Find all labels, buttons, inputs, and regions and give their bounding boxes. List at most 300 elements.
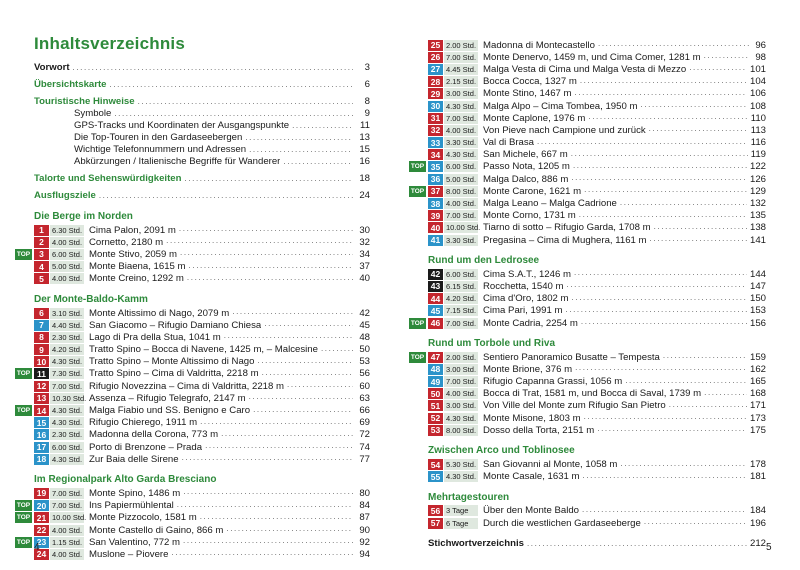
tour-row[interactable]	[428, 112, 766, 124]
tour-page: 32	[359, 236, 370, 248]
tour-page: 135	[749, 210, 766, 222]
tour-duration: 3.10 Std.	[52, 308, 83, 318]
leader-dots	[597, 424, 747, 436]
tour-page: 181	[749, 471, 766, 483]
index-page: 212	[749, 538, 766, 550]
tour-number: 1	[34, 225, 49, 236]
leader-dots	[114, 108, 353, 120]
toc-page: 15	[359, 144, 370, 155]
tour-row[interactable]	[428, 517, 766, 529]
tour-row[interactable]	[34, 319, 370, 331]
tour-page: 173	[749, 412, 766, 424]
tour-name: Rifugio Chierego, 1911 m	[89, 417, 198, 429]
leader-dots	[663, 351, 747, 363]
leader-dots	[571, 149, 748, 161]
tour-row[interactable]	[428, 376, 766, 388]
tour-name: Monte Denervo, 1459 m, und Cima Comer, 1281 m	[483, 51, 701, 63]
tour-number: 18	[34, 454, 49, 465]
tour-name: Cima S.A.T., 1246 m	[483, 268, 571, 280]
toc-entry[interactable]	[34, 79, 370, 91]
leader-dots	[287, 380, 353, 392]
toc-label: Symbole	[74, 108, 112, 119]
tour-duration: 4.00 Std.	[446, 389, 477, 399]
tour-number: 20	[34, 500, 49, 511]
section-heading: Zwischen Arco und Toblinosee	[428, 445, 575, 457]
tour-row[interactable]	[16, 368, 370, 380]
tour-row[interactable]	[410, 351, 766, 363]
tour-page: 147	[749, 280, 766, 292]
tour-page: 175	[749, 424, 766, 436]
tour-row[interactable]	[428, 458, 766, 470]
leader-dots	[620, 198, 747, 210]
tour-name: Lago di Pra della Stua, 1041 m	[89, 331, 221, 343]
tour-page: 63	[359, 392, 370, 404]
tour-duration: 4.30 Std.	[446, 101, 477, 111]
toc-entry[interactable]	[34, 132, 370, 144]
tour-name: Cornetto, 2180 m	[89, 236, 164, 248]
tour-row[interactable]	[428, 124, 766, 136]
tour-row[interactable]	[34, 380, 370, 392]
tour-number: 52	[428, 413, 443, 424]
page-number-left: 4	[34, 542, 40, 553]
tour-number: 53	[428, 425, 443, 436]
tour-row[interactable]	[428, 51, 766, 63]
tour-duration: 8.00 Std.	[446, 186, 477, 196]
tour-name: Monte Carone, 1621 m	[483, 185, 582, 197]
tour-number: 48	[428, 364, 443, 375]
tour-name: San Valentino, 772 m	[89, 536, 181, 548]
tour-name: Von Pieve nach Campione und zurück	[483, 124, 646, 136]
tour-duration: 7.00 Std.	[52, 381, 83, 391]
tour-row[interactable]	[428, 305, 766, 317]
tour-row[interactable]	[428, 39, 766, 51]
leader-dots	[574, 268, 747, 280]
tour-name: San Giacomo – Rifugio Damiano Chiesa	[89, 319, 262, 331]
tour-page: 94	[359, 548, 370, 560]
tour-page: 87	[359, 512, 370, 524]
tour-name: Bocca Cocca, 1327 m	[483, 76, 577, 88]
top-tour-badge: TOP	[16, 250, 31, 258]
tour-row[interactable]	[428, 280, 766, 292]
leader-dots	[224, 331, 353, 343]
tour-name: Pregasina – Cima di Mughera, 1161 m	[483, 234, 647, 246]
tour-row[interactable]	[428, 137, 766, 149]
tour-row[interactable]	[34, 224, 370, 236]
toc-label: Die Top-Touren in den Gardaseebergen	[74, 132, 243, 143]
tour-number: 13	[34, 393, 49, 404]
leader-dots	[649, 124, 748, 136]
tour-duration: 2.00 Std.	[446, 40, 477, 50]
tour-duration: 4.00 Std.	[446, 199, 477, 209]
toc-entry[interactable]	[34, 190, 370, 202]
tour-duration: 2.30 Std.	[52, 332, 83, 342]
toc-column-left	[16, 62, 370, 561]
tour-row[interactable]	[428, 388, 766, 400]
leader-dots	[565, 305, 747, 317]
leader-dots	[182, 453, 353, 465]
tour-page: 92	[359, 536, 370, 548]
tour-row[interactable]	[34, 331, 370, 343]
tour-row[interactable]	[16, 248, 370, 260]
tour-page: 119	[750, 149, 766, 161]
tour-duration: 6.15 Std.	[446, 281, 477, 291]
leader-dots	[582, 505, 747, 517]
tour-row[interactable]	[428, 412, 766, 424]
toc-entry[interactable]	[34, 108, 370, 120]
leader-dots	[262, 368, 353, 380]
index-entry[interactable]	[428, 538, 766, 550]
tour-row[interactable]	[34, 524, 370, 536]
leader-dots	[221, 429, 353, 441]
tour-row[interactable]	[16, 404, 370, 417]
tour-number: 29	[428, 88, 443, 99]
tour-duration: 4.00 Std.	[52, 549, 83, 559]
tour-row[interactable]	[428, 293, 766, 305]
tour-name: Malga Fiabio und SS. Benigno e Caro	[89, 405, 251, 417]
tour-name: Monte Stivo, 2059 m	[89, 248, 177, 260]
tour-name: Monte Corno, 1731 m	[483, 210, 576, 222]
tour-number: 2	[34, 237, 49, 248]
tour-page: 129	[749, 185, 766, 197]
tour-name: Tratto Spino – Monte Altissimo di Nago	[89, 356, 255, 368]
tour-row[interactable]	[428, 471, 766, 483]
tour-number: 43	[428, 281, 443, 292]
tour-page: 178	[749, 459, 766, 471]
leader-dots	[232, 307, 353, 319]
tour-page: 132	[749, 198, 766, 210]
tour-number: 37	[428, 186, 443, 197]
toc-label: Abkürzungen / Italienische Begriffe für Wanderer	[74, 156, 281, 167]
tour-row[interactable]	[428, 234, 766, 246]
tour-page: 98	[755, 51, 766, 63]
top-tour-badge: TOP	[16, 538, 31, 546]
tour-row[interactable]	[34, 356, 370, 368]
tour-duration: 6.00 Std.	[52, 442, 83, 452]
tour-name: Madonna di Montecastello	[483, 39, 595, 51]
tour-row[interactable]	[34, 453, 370, 465]
leader-dots	[245, 132, 353, 144]
tour-duration: 10.00 Std.	[446, 223, 481, 233]
tour-page: 42	[359, 307, 370, 319]
leader-dots	[644, 517, 747, 529]
toc-label: Ausflugsziele	[34, 190, 96, 201]
tour-duration: 3.00 Std.	[446, 401, 477, 411]
tour-duration: 6.00 Std.	[446, 162, 477, 172]
leader-dots	[283, 156, 353, 168]
leader-dots	[177, 500, 353, 512]
tour-row[interactable]	[410, 185, 766, 197]
tour-number: 55	[428, 471, 443, 482]
tour-page: 34	[359, 248, 370, 260]
tour-row[interactable]	[428, 76, 766, 88]
tour-row[interactable]	[34, 392, 370, 404]
tour-row[interactable]	[410, 317, 766, 329]
tour-duration: 7.00 Std.	[446, 377, 477, 387]
tour-name: Monte Misone, 1803 m	[483, 412, 581, 424]
tour-row[interactable]	[16, 536, 370, 548]
leader-dots	[584, 185, 747, 197]
tour-page: 156	[749, 317, 766, 329]
toc-page: 18	[359, 173, 370, 184]
tour-page: 110	[750, 112, 766, 124]
tour-number: 28	[428, 76, 443, 87]
leader-dots	[583, 471, 747, 483]
tour-number: 40	[428, 222, 443, 233]
tour-page: 74	[359, 441, 370, 453]
tour-page: 80	[359, 487, 370, 499]
tour-duration: 2.15 Std.	[446, 77, 477, 87]
tour-name: Sentiero Panoramico Busatte – Tempesta	[483, 351, 660, 363]
tour-row[interactable]	[428, 100, 766, 112]
tour-name: Monte Casale, 1631 m	[483, 471, 580, 483]
tour-name: Malga Leano – Malga Cadrione	[483, 198, 617, 210]
toc-entry[interactable]	[34, 62, 370, 74]
tour-row[interactable]	[34, 417, 370, 429]
tour-number: 41	[428, 235, 443, 246]
tour-duration: 5.30 Std.	[446, 460, 477, 470]
tour-name: Monte Brione, 376 m	[483, 363, 573, 375]
tour-row[interactable]	[34, 429, 370, 441]
tour-page: 72	[359, 429, 370, 441]
tour-duration: 7.00 Std.	[52, 501, 83, 511]
toc-entry[interactable]	[34, 156, 370, 168]
leader-dots	[189, 261, 353, 273]
tour-page: 171	[749, 400, 766, 412]
tour-page: 150	[749, 293, 766, 305]
tour-duration: 4.00 Std.	[446, 125, 477, 135]
tour-page: 84	[359, 500, 370, 512]
tour-row[interactable]	[410, 161, 766, 173]
tour-page: 56	[359, 368, 370, 380]
tour-duration: 7.00 Std.	[446, 318, 477, 328]
tour-name: San Michele, 667 m	[483, 149, 568, 161]
leader-dots	[588, 112, 747, 124]
tour-row[interactable]	[16, 500, 370, 512]
tour-row[interactable]	[34, 548, 370, 560]
tour-row[interactable]	[34, 344, 370, 356]
tour-row[interactable]	[428, 424, 766, 436]
tour-number: 38	[428, 198, 443, 209]
tour-number: 46	[428, 318, 443, 329]
tour-number: 4	[34, 261, 49, 272]
toc-entry[interactable]	[34, 173, 370, 185]
tour-row[interactable]	[428, 363, 766, 375]
top-tour-badge: TOP	[410, 319, 425, 327]
tour-number: 42	[428, 269, 443, 280]
leader-dots	[584, 412, 747, 424]
toc-page: 8	[364, 96, 370, 107]
tour-number: 5	[34, 273, 49, 284]
top-tour-badge: TOP	[16, 514, 31, 522]
leader-dots	[171, 548, 353, 560]
tour-row[interactable]	[428, 88, 766, 100]
leader-dots	[572, 293, 747, 305]
leader-dots	[704, 388, 747, 400]
tour-name: Madonna della Corona, 773 m	[89, 429, 219, 441]
tour-name: Monte Castello di Gaino, 866 m	[89, 524, 224, 536]
section-heading: Rund um den Ledrosee	[428, 255, 540, 267]
tour-number: 36	[428, 174, 443, 185]
tour-number: 30	[428, 101, 443, 112]
tour-row[interactable]	[428, 268, 766, 280]
leader-dots	[253, 405, 353, 417]
tour-duration: 4.45 Std.	[446, 64, 477, 74]
tour-page: 53	[359, 356, 370, 368]
tour-number: 7	[34, 320, 49, 331]
tour-page: 184	[749, 505, 766, 517]
leader-dots	[573, 161, 747, 173]
leader-dots	[226, 524, 353, 536]
toc-label: Touristische Hinweise	[34, 96, 135, 107]
tour-row[interactable]	[428, 173, 766, 185]
tour-page: 116	[750, 137, 766, 149]
index-label: Stichwortverzeichnis	[428, 538, 524, 550]
toc-page: 9	[364, 108, 370, 119]
tour-name: Ins Papiermühlental	[89, 500, 174, 512]
tour-duration: 6.30 Std.	[52, 225, 83, 235]
tour-row[interactable]	[34, 441, 370, 453]
tour-number: 54	[428, 459, 443, 470]
right-page	[400, 0, 800, 570]
tour-name: Rocchetta, 1540 m	[483, 280, 564, 292]
tour-number: 23	[34, 537, 49, 548]
tour-name: Monte Cadria, 2254 m	[483, 317, 578, 329]
tour-number: 47	[428, 352, 443, 363]
tour-number: 49	[428, 376, 443, 387]
tour-duration: 2.30 Std.	[52, 430, 83, 440]
tour-duration: 4.20 Std.	[52, 345, 83, 355]
leader-dots	[183, 487, 353, 499]
tour-page: 30	[359, 224, 370, 236]
tour-name: Muslone – Piovere	[89, 548, 169, 560]
tour-page: 90	[359, 524, 370, 536]
leader-dots	[138, 96, 353, 108]
leader-dots	[321, 344, 353, 356]
leader-dots	[110, 79, 353, 91]
tour-page: 69	[359, 417, 370, 429]
toc-entry[interactable]	[34, 144, 370, 156]
tour-row[interactable]	[428, 149, 766, 161]
tour-duration: 7.15 Std.	[446, 306, 477, 316]
leader-dots	[567, 280, 747, 292]
tour-number: 27	[428, 64, 443, 75]
tour-name: Malga Alpo – Cima Tombea, 1950 m	[483, 100, 638, 112]
toc-page: 11	[360, 120, 370, 131]
tour-name: Monte Stino, 1467 m	[483, 88, 572, 100]
tour-page: 153	[749, 305, 766, 317]
tour-name: Malga Vesta di Cima und Malga Vesta di Mezzo	[483, 63, 687, 75]
tour-name: Rifugio Capanna Grassi, 1056 m	[483, 376, 623, 388]
tour-page: 108	[749, 100, 766, 112]
tour-page: 141	[749, 234, 766, 246]
leader-dots	[187, 273, 353, 285]
section-heading: Die Berge im Norden	[34, 211, 133, 222]
leader-dots	[179, 224, 353, 236]
leader-dots	[264, 319, 353, 331]
tour-row[interactable]	[428, 197, 766, 209]
section-heading: Im Regionalpark Alto Garda Bresciano	[34, 474, 217, 486]
tour-duration: 3.30 Std.	[446, 138, 477, 148]
tour-number: 35	[428, 161, 443, 172]
tour-duration: 4.30 Std.	[52, 454, 83, 464]
tour-duration: 4.30 Std.	[52, 406, 83, 416]
tour-number: 16	[34, 429, 49, 440]
tour-page: 162	[749, 363, 766, 375]
leader-dots	[650, 234, 747, 246]
tour-page: 48	[359, 331, 370, 343]
tour-duration: 7.00 Std.	[446, 211, 477, 221]
tour-row[interactable]	[428, 63, 766, 75]
leader-dots	[183, 536, 353, 548]
tour-number: 32	[428, 125, 443, 136]
tour-row[interactable]	[34, 487, 370, 499]
tour-name: Cima Palon, 2091 m	[89, 224, 176, 236]
tour-duration: 4.30 Std.	[446, 150, 477, 160]
leader-dots	[200, 417, 353, 429]
tour-number: 10	[34, 356, 49, 367]
leader-dots	[249, 144, 353, 156]
leader-dots	[581, 317, 747, 329]
tour-row[interactable]	[34, 236, 370, 248]
leader-dots	[200, 512, 353, 524]
tour-name: Durch die westlichen Gardaseeberge	[483, 517, 641, 529]
section-heading: Der Monte-Baldo-Kamm	[34, 293, 148, 305]
tour-row[interactable]	[34, 273, 370, 285]
tour-duration: 7.30 Std.	[52, 369, 83, 379]
tour-duration: 4.30 Std.	[446, 413, 477, 423]
tour-row[interactable]	[428, 222, 766, 234]
leader-dots	[73, 62, 353, 74]
tour-number: 14	[34, 405, 49, 416]
leader-dots	[292, 120, 353, 132]
tour-duration: 4.00 Std.	[52, 274, 83, 284]
tour-duration: 3.00 Std.	[446, 364, 477, 374]
tour-row[interactable]	[428, 210, 766, 222]
leader-dots	[257, 356, 353, 368]
toc-entry[interactable]	[34, 120, 370, 132]
top-tour-badge: TOP	[410, 353, 425, 361]
tour-page: 144	[749, 268, 766, 280]
top-tour-badge: TOP	[410, 163, 425, 171]
tour-page: 37	[359, 261, 370, 273]
tour-row[interactable]	[34, 261, 370, 273]
tour-row[interactable]	[34, 307, 370, 319]
tour-duration: 7.00 Std.	[446, 113, 477, 123]
top-tour-badge: TOP	[410, 187, 425, 195]
tour-row[interactable]	[428, 505, 766, 517]
tour-number: 45	[428, 305, 443, 316]
page-title: Inhaltsverzeichnis	[34, 34, 185, 53]
tour-number: 8	[34, 332, 49, 343]
tour-row[interactable]	[428, 400, 766, 412]
tour-page: 165	[749, 376, 766, 388]
tour-number: 17	[34, 442, 49, 453]
tour-row[interactable]	[16, 512, 370, 524]
tour-name: Monte Creino, 1292 m	[89, 273, 184, 285]
toc-page: 16	[359, 156, 370, 167]
tour-duration: 5.00 Std.	[446, 174, 477, 184]
tour-name: Monte Spino, 1486 m	[89, 487, 181, 499]
tour-page: 77	[359, 453, 370, 465]
tour-duration: 4.40 Std.	[52, 320, 83, 330]
toc-page: 13	[359, 132, 370, 143]
leader-dots	[537, 137, 748, 149]
tour-duration: 1.15 Std.	[52, 537, 83, 547]
toc-entry[interactable]	[34, 96, 370, 108]
tour-duration: 5.00 Std.	[52, 262, 83, 272]
tour-page: 122	[749, 161, 766, 173]
leader-dots	[99, 190, 353, 202]
